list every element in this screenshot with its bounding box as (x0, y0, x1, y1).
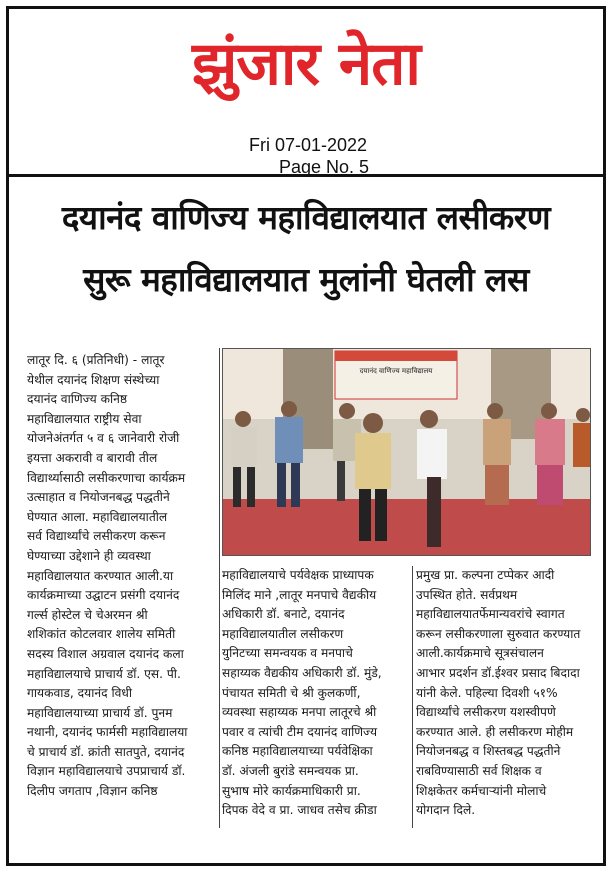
article-line: दयानंद वाणिज्य कनिष्ठ (27, 392, 128, 407)
article-line: दिलीप जगताप ,विज्ञान कनिष्ठ (27, 784, 158, 799)
article-line: करण्यात आले. ही लसीकरण मोहीम (416, 724, 574, 739)
article-photo (222, 348, 591, 556)
article-line: महाविद्यालयाचे पर्यवेक्षक प्राध्यापक (222, 568, 374, 582)
article-column-1 (27, 351, 219, 802)
article-line: राबविण्यासाठी सर्व शिक्षक व (416, 763, 542, 778)
article-line: सदस्य विशाल अग्रवाल दयानंद कला (27, 646, 184, 661)
article-line: योजनेअंतर्गत ५ व ६ जानेवारी रोजी (27, 431, 180, 446)
article-line: यांनी केले. पहिल्या दिवशी ५१% (416, 685, 558, 700)
article-line: पंचायत समिती चे श्री कुलकर्णी, (222, 685, 361, 700)
article-line: योगदान दिले. (416, 803, 476, 818)
article-line: विद्यार्थ्यासाठी लसीकरणाचा कार्यक्रम (27, 470, 186, 485)
article-line: इयत्ता अकरावी व बारावी तील (27, 450, 158, 465)
article-line: लातूर दि. ६ (प्रतिनिधी) - लातूर (27, 353, 165, 367)
article-line: कनिष्ठ महाविद्यालयाच्या पर्यवेक्षिका (222, 744, 373, 759)
column-divider (412, 566, 413, 828)
article-line: सहाय्यक वैद्यकीय अधिकारी डॉ. मुंडे, (222, 665, 382, 680)
article-line: गर्ल्स होस्टेल चे चेअरमन श्री (27, 607, 148, 622)
article-line: गायकवाड, दयानंद विधी (27, 686, 133, 701)
article-line: उपस्थित होते. सर्वप्रथम (416, 587, 518, 602)
article-line: दिपक वेदे व प्रा. जाधव तसेच क्रीडा (222, 803, 377, 818)
article-line: उत्साहात व नियोजनबद्ध पद्धतीने (27, 490, 170, 505)
article-line: प्रमुख प्रा. कल्पना टप्पेकर आदी (416, 568, 555, 582)
banner-text: दयानंद वाणिज्य महाविद्यालय (359, 367, 433, 375)
article-line: मिलिंद माने ,लातूर मनपाचे वैद्यकीय (222, 587, 377, 602)
article-line: करून लसीकरणाला सुरुवात करण्यात (416, 626, 581, 641)
article-line: डॉ. अंजली बुरांडे समन्वयक प्रा. (222, 763, 359, 778)
article-line: महाविद्यालयाचे प्राचार्य डॉ. एस. पी. (27, 666, 181, 681)
article-line: महाविद्यालयाच्या प्राचार्य डॉ. पुनम (27, 705, 173, 720)
article-line: आली.कार्यक्रमाचे सूत्रसंचालन (416, 646, 544, 661)
article-line: व्यवस्था सहाय्यक मनपा लातूरचे श्री (222, 705, 377, 720)
article-line: महाविद्यालयातील लसीकरण (222, 626, 344, 641)
article-headline (9, 187, 603, 311)
article-line: विद्यार्थ्यांचे लसीकरण यशस्वीपणे (416, 705, 556, 720)
article-line: घेण्यात आला. महाविद्यालयातील (27, 509, 168, 524)
article-column-3 (416, 566, 596, 821)
article-line: नथानी, दयानंद फार्मसी महाविद्यालया (27, 725, 188, 740)
article-line: पवार व त्यांची टीम दयानंद वाणिज्य (222, 724, 378, 739)
article-line: शिक्षकेतर कर्मचाऱ्यांनी मोलाचे (416, 783, 547, 798)
article-line: सर्व विद्यार्थ्यांचे लसीकरण करून (27, 529, 166, 544)
article-line: शशिकांत कोटलवार शालेय समिती (27, 627, 176, 642)
article-line: आभार प्रदर्शन डॉ.ईश्वर प्रसाद बिदादा (416, 665, 580, 680)
article-line: महाविद्यालयातर्फेमान्यवरांचे स्वागत (416, 607, 565, 622)
page-number: Page No. 5 (279, 157, 370, 177)
vaccination-photo (223, 349, 591, 556)
newspaper-logo: झुंजार नेता (192, 29, 420, 99)
headline-line-2: सुरू महाविद्यालयात मुलांनी घेतली लस (83, 260, 529, 299)
column-divider (219, 348, 220, 828)
article-line: युनिटच्या समन्वयक व मनपाचे (222, 646, 353, 661)
masthead (9, 9, 603, 177)
article-line: अधिकारी डॉ. बनाटे, दयानंद (222, 607, 345, 622)
article-line: चे प्राचार्य डॉ. क्रांती सातपुते, दयानंद (27, 744, 185, 759)
edition-date: Fri 07-01-2022 (249, 135, 368, 155)
article-line: महाविद्यालयात राष्ट्रीय सेवा (27, 411, 142, 426)
article-line: कार्यक्रमाच्या उद्घाटन प्रसंगी दयानंद (27, 588, 180, 603)
article-line: महाविद्यालयात करण्यात आली.या (27, 568, 174, 583)
article-line: नियोजनबद्ध व शिस्तबद्ध पद्धतीने (416, 744, 561, 759)
article-line: विज्ञान महाविद्यालयाचे उपप्राचार्य डॉ. (27, 764, 186, 779)
article-line: येथील दयानंद शिक्षण संस्थेच्या (27, 372, 160, 387)
headline-line-1: दयानंद वाणिज्य महाविद्यालयात लसीकरण (61, 198, 551, 237)
article-line: घेण्याच्या उद्देशाने ही व्यवस्था (27, 548, 151, 563)
article-column-2 (222, 566, 410, 821)
article-line: सुभाष मोरे कार्यक्रमाधिकारी प्रा. (222, 783, 361, 798)
